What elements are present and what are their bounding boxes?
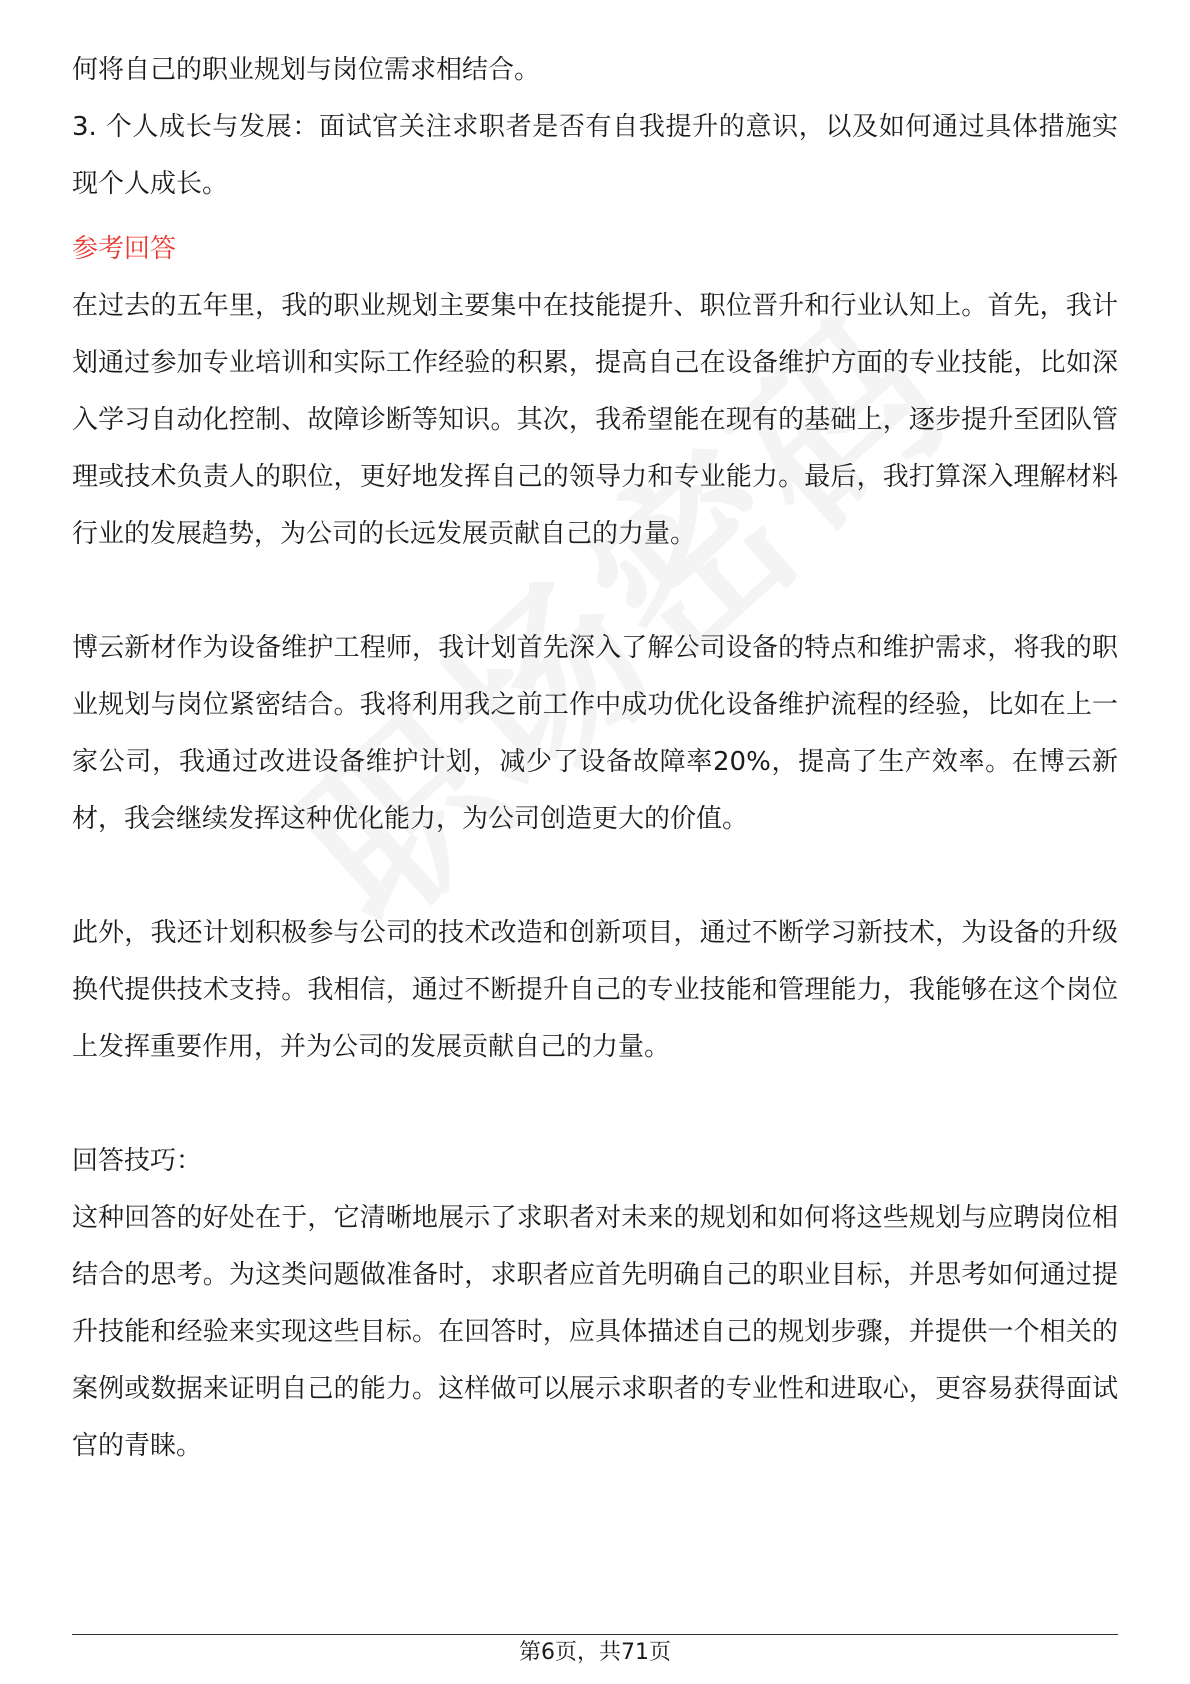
- reference-paragraph-1: 在过去的五年里，我的职业规划主要集中在技能提升、职位晋升和行业认知上。首先，我计划通过参加专业培训和实际工作经验的积累，提高自己在设备维护方面的专业技能，比如深入学习自动化控制、故障诊断等知识。其次，我希望能在现有的基础上，逐步提升至团队管理或技术负责人的职位，更好地发挥自己的领导力和专业能力。最后，我打算深入理解材料行业的发展趋势，为公司的长远发展贡献自己的力量。: [72, 291, 1118, 549]
- reference-paragraph-3: 此外，我还计划积极参与公司的技术改造和创新项目，通过不断学习新技术，为设备的升级换代提供技术支持。我相信，通过不断提升自己的专业技能和管理能力，我能够在这个岗位上发挥重要作用，并为公司的发展贡献自己的力量。: [72, 918, 1118, 1062]
- document-page: [72, 42, 1118, 1475]
- tips-heading: 回答技巧：: [72, 1146, 203, 1176]
- intro-paragraph-2: 3. 个人成长与发展：面试官关注求职者是否有自我提升的意识，以及如何通过具体措施实现个人成长。: [72, 112, 1118, 199]
- footer-divider: [72, 1634, 1118, 1635]
- intro-paragraph-1: 何将自己的职业规划与岗位需求相结合。: [72, 55, 541, 85]
- tips-paragraph-1: 这种回答的好处在于，它清晰地展示了求职者对未来的规划和如何将这些规划与应聘岗位相结合的思考。为这类问题做准备时，求职者应首先明确自己的职业目标，并思考如何通过提升技能和经验来实现这些目标。在回答时，应具体描述自己的规划步骤，并提供一个相关的案例或数据来证明自己的能力。这样做可以展示求职者的专业性和进取心，更容易获得面试官的青睐。: [72, 1203, 1118, 1461]
- reference-paragraph-2: 博云新材作为设备维护工程师，我计划首先深入了解公司设备的特点和维护需求，将我的职业规划与岗位紧密结合。我将利用我之前工作中成功优化设备维护流程的经验，比如在上一家公司，我通过改进设备维护计划，减少了设备故障率20%，提高了生产效率。在博云新材，我会继续发挥这种优化能力，为公司创造更大的价值。: [72, 633, 1118, 834]
- reference-answer-heading: 参考回答: [72, 234, 177, 264]
- page-number: 第6页，共71页: [519, 1640, 671, 1665]
